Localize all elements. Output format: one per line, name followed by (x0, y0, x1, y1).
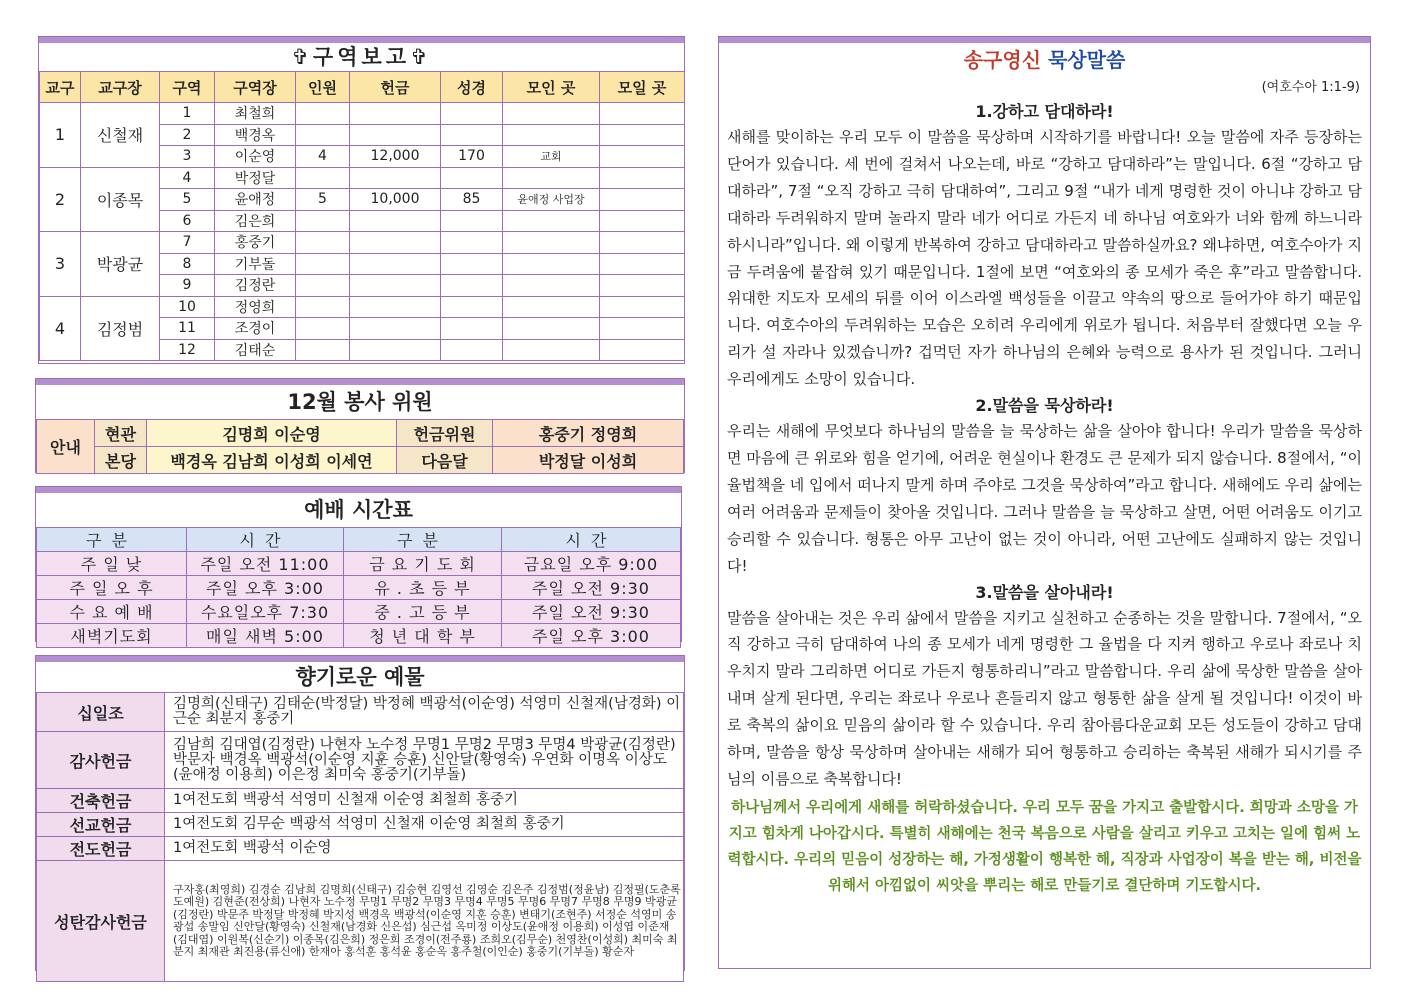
offering-amount: 12,000 (350, 146, 441, 168)
table-row (40, 167, 685, 189)
meditation-closing-prayer: 하나님께서 우리에게 새해를 허락하셨습니다. 우리 모두 꿈을 가지고 출발합시다. 희망과 소망을 가지고 힘차게 나아갑시다. 특별히 새해에는 천국 복음으로 사람을 살리고 키우고 고치는 일에 힘써 노력합시다. 우리의 믿음이 성장하는 해, 가정생활이 행복한 해, 직장과 사업장이 복을 받는 해, 비전을 위해서 아낌없이 씨앗을 뿌리는 해로 만들기로 결단하며 기도합시다. (727, 799, 1362, 894)
zone-leader: 조경이 (215, 318, 296, 340)
zone-leader: 윤애정 (215, 189, 296, 211)
service-time: 주일 오전 9:30 (502, 576, 681, 600)
district-report-title: ✞구역보고✞ (291, 45, 432, 69)
attendance-count (296, 253, 350, 275)
bible-reading: 170 (441, 146, 503, 168)
service-name: 중 . 고 등 부 (344, 600, 502, 624)
bible-reading (441, 253, 503, 275)
attendance-count: 5 (296, 189, 350, 211)
header-meet-at: 모일 곳 (600, 72, 685, 103)
zone-leader: 이순영 (215, 146, 296, 168)
bible-reading (441, 103, 503, 125)
offering-amount (350, 167, 441, 189)
bible-reading (441, 210, 503, 232)
zone-number: 12 (160, 339, 215, 361)
met-place (503, 232, 600, 254)
attendance-count (296, 339, 350, 361)
offering-names: 1여전도회 백광석 석영미 신철재 이순영 최철희 홍중기 (165, 789, 684, 813)
parish-number: 3 (40, 232, 81, 297)
zone-number: 4 (160, 167, 215, 189)
zone-number: 6 (160, 210, 215, 232)
next-meet-place (600, 318, 685, 340)
offering-amount: 10,000 (350, 189, 441, 211)
next-meet-place (600, 189, 685, 211)
bible-reading (441, 124, 503, 146)
service-name: 청 년 대 학 부 (344, 624, 502, 648)
service-time: 매일 새벽 5:00 (187, 624, 344, 648)
table-row (37, 789, 684, 813)
offerings-table-body (37, 693, 684, 982)
zone-leader: 홍중기 (215, 232, 296, 254)
offering-amount (350, 253, 441, 275)
section-heading: 3.말씀을 살아내라! (975, 582, 1114, 602)
role-label: 다음달 (397, 447, 493, 474)
offering-type: 건축헌금 (37, 789, 165, 813)
service-row (37, 447, 684, 474)
next-meet-place (600, 253, 685, 275)
offering-amount (350, 210, 441, 232)
offering-amount (350, 275, 441, 297)
header-parish: 교구 (40, 72, 81, 103)
offering-names: 김명희(신태구) 김태순(박정달) 박정혜 백광석(이순영) 석영미 신철재(남경화) 이근순 최분지 홍중기 (165, 693, 684, 732)
offerings-panel (35, 655, 685, 971)
service-name: 금 요 기 도 회 (344, 552, 502, 576)
attendance-count (296, 232, 350, 254)
zone-number: 2 (160, 124, 215, 146)
zone-leader: 김은희 (215, 210, 296, 232)
zone-number: 5 (160, 189, 215, 211)
table-row (37, 552, 681, 576)
met-place: 교회 (503, 146, 600, 168)
table-row (37, 693, 684, 732)
role-names: 홍중기 정영희 (493, 420, 684, 447)
attendance-count: 4 (296, 146, 350, 168)
offering-type: 십일조 (37, 693, 165, 732)
attendance-count (296, 275, 350, 297)
table-row (40, 296, 685, 318)
service-table (36, 419, 684, 474)
role-label: 헌금위원 (397, 420, 493, 447)
worship-table (36, 527, 681, 648)
offering-amount (350, 296, 441, 318)
header-met-at: 모인 곳 (503, 72, 600, 103)
met-place (503, 167, 600, 189)
table-row (37, 861, 684, 982)
header-time: 시간 (502, 528, 681, 552)
service-name: 유 . 초 등 부 (344, 576, 502, 600)
offering-names: 1여전도회 백광석 이순영 (165, 837, 684, 861)
met-place (503, 296, 600, 318)
table-row (37, 732, 684, 789)
bible-reading: 85 (441, 189, 503, 211)
offering-names: 김남희 김대엽(김정란) 나현자 노수정 무명1 무명2 무명3 무명4 박광균(김정란) 박문자 백경옥 백광석(이순영 지훈 승훈) 신안달(황영숙) 우연화 이명옥 이상도(윤애정 이용희) 이은정 최미숙 홍중기(기부돌) (165, 732, 684, 789)
met-place (503, 339, 600, 361)
meditation-title (719, 43, 1370, 77)
next-meet-place (600, 296, 685, 318)
offering-amount (350, 339, 441, 361)
service-time: 주일 오후 3:00 (502, 624, 681, 648)
met-place (503, 210, 600, 232)
offering-amount (350, 318, 441, 340)
zone-leader: 기부돌 (215, 253, 296, 275)
offering-type: 성탄감사헌금 (37, 861, 165, 982)
bible-reading (441, 296, 503, 318)
service-committee-panel (35, 378, 685, 473)
offering-names: 구자홍(최영희) 김경순 김남희 김명희(신태구) 김승현 김영선 김영순 김은주 김정범(정윤남) 김정필(도춘록 도예원) 김현준(전상희) 나현자 노수정 무명1 무명2 무명3 무명4 무명5 무명6 무명7 무명8 무명9 박광균(김정란) 박문주 박정달 박정혜 박지성 백경옥 백광석(이순영 지훈 승훈) 변태기(조현주) 서정순 석영미 송광섭 송말임 신안달(황영숙) 신철재(남경화 신은섭) 심근섭 옥미정 이상도(윤애정 이용희) 이성엽 이준재(김대엽) 이원복(신순기) 이종목(김은희) 정은희 조경이(전주룡) 조희오(김무순) 천영찬(이성희) 최미숙 최분지 최재관 최진용(류신애) 한재아 홍석훈 홍석윤 홍순옥 홍주철(이인순) 홍중기(기부돌) 황순자 (165, 861, 684, 982)
district-header-row (40, 72, 685, 103)
met-place (503, 275, 600, 297)
header-bible: 성경 (441, 72, 503, 103)
zone-leader: 정영희 (215, 296, 296, 318)
service-name: 새벽기도회 (37, 624, 187, 648)
met-place: 윤애정 사업장 (503, 189, 600, 211)
service-time: 수요일오후 7:30 (187, 600, 344, 624)
table-row (37, 837, 684, 861)
section-body: 우리는 새해에 무엇보다 하나님의 말씀을 늘 묵상하는 삶을 살아야 합니다! 우리가 말씀을 묵상하면 마음에 큰 위로와 힘을 얻기에, 어려운 현실이나 환경도 큰 문제가 되지 않습니다. 8절에서, “이 율법책을 네 입에서 떠나지 말게 하며 주야로 그것을 묵상하여”라고 합니다. 새해에도 우리 삶에는 여러 어려움과 문제들이 찾아올 것입니다. 그러나 말씀을 늘 묵상하고 살면, 어떤 어려움도 이기고 승리할 수 있습니다. 형통은 아무 고난이 없는 것이 아니라, 어떤 고난에도 실패하지 않는 것입니다! (727, 422, 1362, 575)
zone-leader: 최철희 (215, 103, 296, 125)
offering-amount (350, 124, 441, 146)
table-row (37, 576, 681, 600)
bible-reading (441, 275, 503, 297)
committee-names: 백경옥 김남희 이성희 이세연 (147, 447, 397, 474)
header-category: 구분 (37, 528, 187, 552)
service-time: 주일 오전 11:00 (187, 552, 344, 576)
next-meet-place (600, 210, 685, 232)
service-time: 주일 오후 3:00 (187, 576, 344, 600)
offering-type: 선교헌금 (37, 813, 165, 837)
meditation-sections (719, 99, 1370, 793)
service-time: 금요일 오후 9:00 (502, 552, 681, 576)
zone-number: 7 (160, 232, 215, 254)
met-place (503, 124, 600, 146)
zone-leader: 박정달 (215, 167, 296, 189)
zone-number: 3 (160, 146, 215, 168)
service-row (37, 420, 684, 447)
next-meet-place (600, 124, 685, 146)
offerings-table (36, 692, 684, 982)
zone-leader: 백경옥 (215, 124, 296, 146)
parish-leader: 김정범 (81, 296, 160, 361)
parish-number: 4 (40, 296, 81, 361)
parish-leader: 신철재 (81, 103, 160, 168)
next-meet-place (600, 146, 685, 168)
met-place (503, 318, 600, 340)
table-row (37, 624, 681, 648)
table-row (40, 232, 685, 254)
offering-type: 감사헌금 (37, 732, 165, 789)
scripture-reference: (여호수아 1:1-9) (1261, 80, 1360, 95)
district-table (39, 71, 685, 361)
table-row (37, 813, 684, 837)
offering-amount (350, 103, 441, 125)
next-meet-place (600, 232, 685, 254)
zone-leader: 김정란 (215, 275, 296, 297)
next-meet-place (600, 339, 685, 361)
offerings-title: 향기로운 예물 (295, 665, 425, 689)
bible-reading (441, 167, 503, 189)
worship-header-row (37, 528, 681, 552)
zone-number: 10 (160, 296, 215, 318)
bible-reading (441, 318, 503, 340)
attendance-count (296, 103, 350, 125)
guide-label: 안내 (37, 420, 95, 474)
met-place (503, 103, 600, 125)
offering-names: 1여전도회 김무순 백광석 석영미 신철재 이순영 최철희 홍중기 (165, 813, 684, 837)
service-committee-title: 12월 봉사 위원 (287, 390, 433, 414)
zone-number: 9 (160, 275, 215, 297)
worship-schedule-title: 예배 시간표 (304, 498, 413, 522)
service-name: 주 일 낮 (37, 552, 187, 576)
header-time: 시간 (187, 528, 344, 552)
section-heading: 1.강하고 담대하라! (975, 102, 1114, 121)
zone-number: 11 (160, 318, 215, 340)
zone-number: 1 (160, 103, 215, 125)
header-zone: 구역 (160, 72, 215, 103)
parish-leader: 박광균 (81, 232, 160, 297)
header-parish-leader: 교구장 (81, 72, 160, 103)
met-place (503, 253, 600, 275)
section-heading: 2.말씀을 묵상하라! (975, 396, 1114, 416)
attendance-count (296, 318, 350, 340)
offering-type: 전도헌금 (37, 837, 165, 861)
district-report-panel (38, 36, 685, 364)
next-meet-place (600, 103, 685, 125)
meditation-panel (718, 36, 1371, 969)
place-label: 현관 (95, 420, 147, 447)
header-zone-leader: 구역장 (215, 72, 296, 103)
worship-schedule-panel (35, 486, 682, 646)
place-label: 본당 (95, 447, 147, 474)
meditation-title-red: 송구영신 (963, 48, 1042, 72)
service-name: 주 일 오 후 (37, 576, 187, 600)
next-meet-place (600, 275, 685, 297)
parish-leader: 이종목 (81, 167, 160, 232)
worship-table-body (37, 552, 681, 648)
committee-names: 김명희 이순영 (147, 420, 397, 447)
next-meet-place (600, 167, 685, 189)
header-category: 구분 (344, 528, 502, 552)
parish-number: 1 (40, 103, 81, 168)
attendance-count (296, 296, 350, 318)
zone-number: 8 (160, 253, 215, 275)
service-name: 수 요 예 배 (37, 600, 187, 624)
meditation-title-blue: 묵상말씀 (1047, 48, 1126, 72)
section-body: 새해를 맞이하는 우리 모두 이 말씀을 묵상하며 시작하기를 바랍니다! 오늘 말씀에 자주 등장하는 단어가 있습니다. 세 번에 걸쳐서 나오는데, 바로 “강하고 담대하라”는 말입니다. 6절 “강하고 담대하라”, 7절 “오직 강하고 극히 담대하여”, 그리고 9절 “내가 네게 명령한 것이 아니냐 강하고 담대하라 두려워하지 말며 놀라지 말라 네가 어디로 가든지 네 하나님 여호와가 너와 함께 하느니라 하시니라”입니다. 왜 이렇게 반복하여 강하고 담대하라고 말씀하실까요? 왜냐하면, 여호수아가 지금 두려움에 붙잡혀 있기 때문입니다. 1절에 보면 “여호와의 종 모세가 죽은 후”라고 말씀합니다. 위대한 지도자 모세의 뒤를 이어 이스라엘 백성들을 이끌고 약속의 땅으로 들어가야 하기 때문입니다. 여호수아의 두려워하는 모습은 오히려 우리에게 위로가 됩니다. 처음부터 잘했다면 오늘 우리가 설 자라나 있겠습니까? 겁먹던 자가 하나님의 은혜와 능력으로 용사가 된 것입니다. 그러니 우리에게도 소망이 있습니다. (727, 128, 1362, 389)
header-offering: 헌금 (350, 72, 441, 103)
table-row (40, 103, 685, 125)
attendance-count (296, 124, 350, 146)
service-time: 주일 오전 9:30 (502, 600, 681, 624)
bible-reading (441, 232, 503, 254)
attendance-count (296, 167, 350, 189)
offering-amount (350, 232, 441, 254)
bible-reading (441, 339, 503, 361)
role-names: 박정달 이성희 (493, 447, 684, 474)
section-body: 말씀을 살아내는 것은 우리 삶에서 말씀을 지키고 실천하고 순종하는 것을 말합니다. 7절에서, “오직 강하고 극히 담대하여 나의 종 모세가 네게 명령한 그 율법을 다 지켜 행하고 우로나 좌로나 치우치지 말라 그리하면 어디로 가든지 형통하리니”라고 말씀합니다. 우리 삶에 묵상한 말씀을 살아내며 살게 된다면, 우리는 좌로나 우로나 흔들리지 않고 형통한 삶을 살게 될 것입니다! 이것이 바로 축복의 삶이요 믿음의 삶이라 할 수 있습니다. 우리 참아름다운교회 모든 성도들이 강하고 담대하며, 말씀을 항상 묵상하며 살아내는 새해가 되어 형통하고 승리하는 축복된 새해가 되시기를 주님의 이름으로 축복합니다! (727, 608, 1362, 788)
zone-leader: 김태순 (215, 339, 296, 361)
district-table-body (40, 103, 685, 361)
parish-number: 2 (40, 167, 81, 232)
header-count: 인원 (296, 72, 350, 103)
attendance-count (296, 210, 350, 232)
table-row (37, 600, 681, 624)
